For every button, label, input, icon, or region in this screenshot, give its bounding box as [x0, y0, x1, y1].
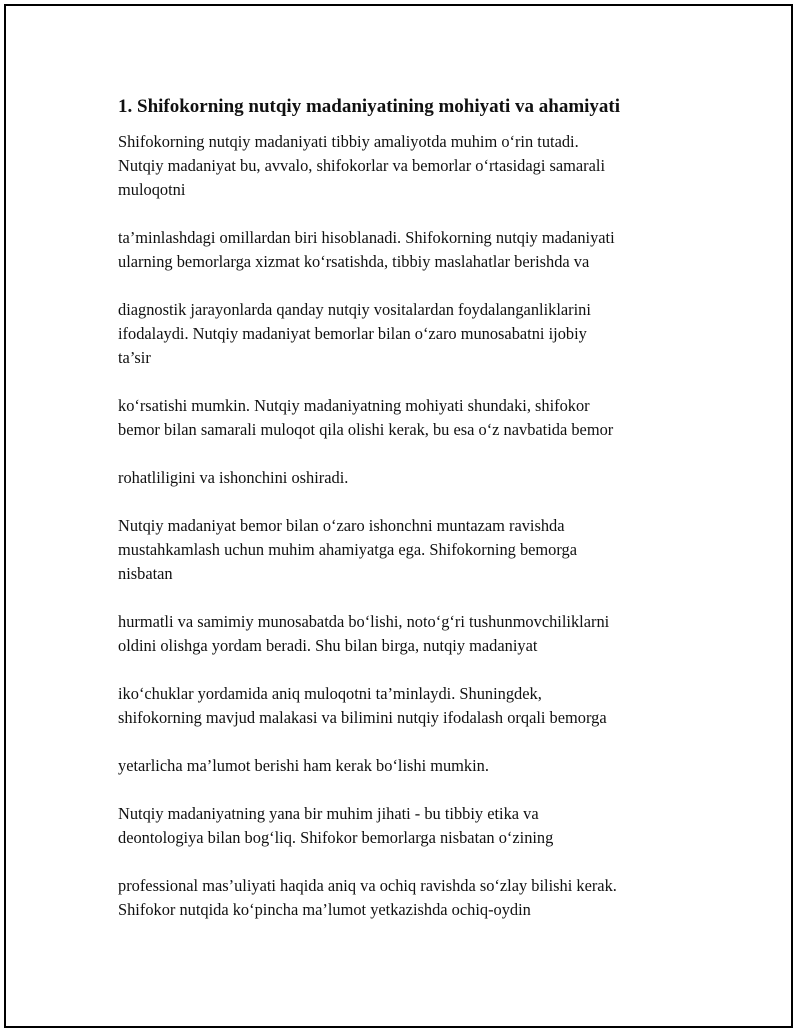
text-line: Nutqiy madaniyatning yana bir muhim jihati - bu tibbiy etika va — [118, 804, 539, 823]
text-line: muloqotni — [118, 180, 186, 199]
document-body — [118, 94, 688, 946]
paragraph — [118, 394, 688, 442]
text-line: bemor bilan samarali muloqot qila olishi kerak, bu esa o‘z navbatida bemor — [118, 420, 614, 439]
text-line: ta’sir — [118, 348, 151, 367]
text-line: iko‘chuklar yordamida aniq muloqotni ta’minlaydi. Shuningdek, — [118, 684, 542, 703]
paragraph — [118, 466, 688, 490]
text-line: hurmatli va samimiy munosabatda bo‘lishi, noto‘g‘ri tushunmovchiliklarni — [118, 612, 610, 631]
text-line: ta’minlashdagi omillardan biri hisoblanadi. Shifokorning nutqiy madaniyati — [118, 228, 615, 247]
text-line: rohatliligini va ishonchini oshiradi. — [118, 468, 349, 487]
paragraph — [118, 802, 688, 850]
text-line: deontologiya bilan bog‘liq. Shifokor bemorlarga nisbatan o‘zining — [118, 828, 554, 847]
paragraph — [118, 754, 688, 778]
text-line: Shifokor nutqida ko‘pincha ma’lumot yetkazishda ochiq-oydin — [118, 900, 531, 919]
text-line: mustahkamlash uchun muhim ahamiyatga ega. Shifokorning bemorga — [118, 540, 577, 559]
paragraph — [118, 610, 688, 658]
text-line: ko‘rsatishi mumkin. Nutqiy madaniyatning mohiyati shundaki, shifokor — [118, 396, 590, 415]
text-line: oldini olishga yordam beradi. Shu bilan birga, nutqiy madaniyat — [118, 636, 538, 655]
text-line: Nutqiy madaniyat bu, avvalo, shifokorlar va bemorlar o‘rtasidagi samarali — [118, 156, 606, 175]
text-line: ularning bemorlarga xizmat ko‘rsatishda, tibbiy maslahatlar berishda va — [118, 252, 590, 271]
paragraph-list — [118, 130, 688, 922]
paragraph — [118, 874, 688, 922]
text-line: Shifokorning nutqiy madaniyati tibbiy amaliyotda muhim o‘rin tutadi. — [118, 132, 579, 151]
section-heading: 1. Shifokorning nutqiy madaniyatining mohiyati va ahamiyati — [118, 96, 621, 117]
text-line: shifokorning mavjud malakasi va bilimini nutqiy ifodalash orqali bemorga — [118, 708, 607, 727]
paragraph — [118, 130, 688, 202]
text-line: yetarlicha ma’lumot berishi ham kerak bo‘lishi mumkin. — [118, 756, 489, 775]
paragraph — [118, 298, 688, 370]
text-line: nisbatan — [118, 564, 173, 583]
text-line: Nutqiy madaniyat bemor bilan o‘zaro ishonchni muntazam ravishda — [118, 516, 565, 535]
text-line: professional mas’uliyati haqida aniq va ochiq ravishda so‘zlay bilishi kerak. — [118, 876, 617, 895]
paragraph — [118, 226, 688, 274]
text-line: ifodalaydi. Nutqiy madaniyat bemorlar bilan o‘zaro munosabatni ijobiy — [118, 324, 587, 343]
paragraph — [118, 682, 688, 730]
text-line: diagnostik jarayonlarda qanday nutqiy vositalardan foydalanganliklarini — [118, 300, 591, 319]
paragraph — [118, 514, 688, 586]
